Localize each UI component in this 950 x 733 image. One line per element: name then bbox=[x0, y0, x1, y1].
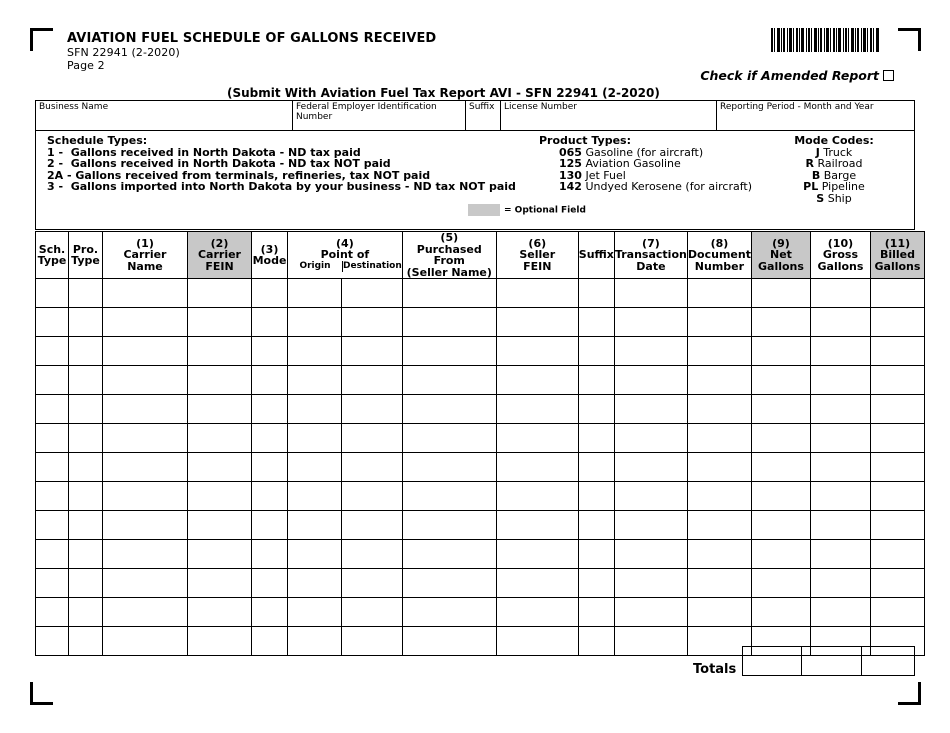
table-cell[interactable] bbox=[252, 366, 288, 395]
table-cell[interactable] bbox=[496, 308, 578, 337]
table-cell[interactable] bbox=[687, 540, 751, 569]
table-cell[interactable] bbox=[810, 511, 870, 540]
table-cell[interactable] bbox=[870, 308, 924, 337]
table-cell[interactable] bbox=[103, 598, 188, 627]
table-cell[interactable] bbox=[810, 395, 870, 424]
table-row bbox=[36, 279, 925, 308]
table-cell[interactable] bbox=[288, 511, 342, 540]
table-cell[interactable] bbox=[252, 598, 288, 627]
corner-mark-bottom-left bbox=[30, 682, 53, 705]
table-cell[interactable] bbox=[402, 279, 496, 308]
product-types bbox=[539, 135, 752, 193]
table-cell[interactable] bbox=[614, 511, 687, 540]
table-cell[interactable] bbox=[188, 511, 252, 540]
table-cell[interactable] bbox=[496, 511, 578, 540]
table-cell[interactable] bbox=[69, 366, 103, 395]
reporting-period-field[interactable] bbox=[717, 101, 914, 131]
table-cell[interactable] bbox=[402, 337, 496, 366]
table-cell[interactable] bbox=[496, 279, 578, 308]
table-cell[interactable] bbox=[252, 395, 288, 424]
table-cell[interactable] bbox=[870, 366, 924, 395]
table-cell[interactable] bbox=[288, 308, 342, 337]
table-cell[interactable] bbox=[496, 366, 578, 395]
table-cell[interactable] bbox=[36, 279, 69, 308]
col-purchased-from: (5) Purchased From (Seller Name) bbox=[402, 232, 496, 279]
table-cell[interactable] bbox=[103, 395, 188, 424]
table-body bbox=[36, 279, 925, 656]
table-cell[interactable] bbox=[69, 598, 103, 627]
table-cell[interactable] bbox=[103, 569, 188, 598]
table-cell[interactable] bbox=[188, 366, 252, 395]
table-cell[interactable] bbox=[36, 540, 69, 569]
table-cell[interactable] bbox=[810, 482, 870, 511]
table-cell[interactable] bbox=[69, 569, 103, 598]
table-cell[interactable] bbox=[870, 511, 924, 540]
product-type-125: 125 Aviation Gasoline bbox=[559, 157, 681, 170]
table-cell[interactable] bbox=[687, 424, 751, 453]
col-origin: Origin bbox=[299, 260, 331, 271]
total-net-gallons[interactable] bbox=[742, 646, 802, 676]
table-cell[interactable] bbox=[687, 279, 751, 308]
table-cell[interactable] bbox=[870, 395, 924, 424]
table-cell[interactable] bbox=[36, 598, 69, 627]
col-billed-gallons: (11) Billed Gallons bbox=[870, 232, 924, 279]
table-row bbox=[36, 598, 925, 627]
table-cell[interactable] bbox=[687, 366, 751, 395]
table-cell[interactable] bbox=[402, 598, 496, 627]
table-cell[interactable] bbox=[578, 395, 614, 424]
table-cell[interactable] bbox=[288, 453, 342, 482]
table-cell[interactable] bbox=[402, 627, 496, 656]
col-pro-type: Pro. Type bbox=[69, 232, 103, 279]
table-header-row bbox=[36, 232, 925, 279]
table-cell[interactable] bbox=[578, 424, 614, 453]
suffix-label: Suffix bbox=[469, 102, 495, 112]
table-cell[interactable] bbox=[36, 511, 69, 540]
amended-report bbox=[700, 68, 894, 83]
business-name-label: Business Name bbox=[39, 102, 109, 112]
gallons-received-table bbox=[35, 231, 925, 656]
table-cell[interactable] bbox=[578, 598, 614, 627]
table-cell[interactable] bbox=[687, 569, 751, 598]
corner-mark-bottom-right bbox=[898, 682, 921, 705]
table-cell[interactable] bbox=[496, 627, 578, 656]
table-cell[interactable] bbox=[870, 424, 924, 453]
table-cell[interactable] bbox=[188, 482, 252, 511]
table-cell[interactable] bbox=[103, 511, 188, 540]
mode-code-ship: S Ship bbox=[816, 191, 852, 205]
table-cell[interactable] bbox=[402, 366, 496, 395]
corner-mark-top-left bbox=[30, 28, 53, 51]
table-cell[interactable] bbox=[751, 511, 810, 540]
optional-field-legend bbox=[468, 204, 586, 216]
table-cell[interactable] bbox=[288, 482, 342, 511]
table-cell[interactable] bbox=[402, 308, 496, 337]
barcode bbox=[771, 28, 879, 52]
col-carrier-fein: (2) Carrier FEIN bbox=[188, 232, 252, 279]
table-cell[interactable] bbox=[578, 453, 614, 482]
table-cell[interactable] bbox=[342, 395, 402, 424]
table-cell[interactable] bbox=[188, 627, 252, 656]
table-cell[interactable] bbox=[103, 627, 188, 656]
table-cell[interactable] bbox=[751, 366, 810, 395]
table-cell[interactable] bbox=[36, 366, 69, 395]
table-cell[interactable] bbox=[751, 453, 810, 482]
schedule-types-title: Schedule Types: bbox=[47, 134, 148, 147]
table-cell[interactable] bbox=[69, 511, 103, 540]
table-cell[interactable] bbox=[578, 366, 614, 395]
table-cell[interactable] bbox=[496, 395, 578, 424]
mode-code-truck: J Truck bbox=[815, 145, 853, 159]
table-cell[interactable] bbox=[288, 395, 342, 424]
table-cell[interactable] bbox=[288, 366, 342, 395]
table-cell[interactable] bbox=[36, 424, 69, 453]
table-cell[interactable] bbox=[188, 337, 252, 366]
reporting-period-label: Reporting Period - Month and Year bbox=[720, 102, 874, 112]
mode-code-railroad: R Railroad bbox=[805, 157, 863, 170]
table-cell[interactable] bbox=[870, 569, 924, 598]
table-cell[interactable] bbox=[402, 424, 496, 453]
table-cell[interactable] bbox=[614, 453, 687, 482]
table-cell[interactable] bbox=[402, 482, 496, 511]
totals-label: Totals bbox=[693, 662, 737, 677]
table-cell[interactable] bbox=[687, 511, 751, 540]
table-cell[interactable] bbox=[810, 540, 870, 569]
table-cell[interactable] bbox=[614, 540, 687, 569]
table-cell[interactable] bbox=[342, 482, 402, 511]
table-cell[interactable] bbox=[288, 337, 342, 366]
table-cell[interactable] bbox=[342, 279, 402, 308]
table-cell[interactable] bbox=[614, 598, 687, 627]
table-cell[interactable] bbox=[751, 482, 810, 511]
table-cell[interactable] bbox=[751, 424, 810, 453]
table-cell[interactable] bbox=[810, 424, 870, 453]
total-billed-gallons[interactable] bbox=[861, 646, 915, 676]
table-cell[interactable] bbox=[810, 453, 870, 482]
schedule-types bbox=[47, 135, 516, 193]
table-cell[interactable] bbox=[103, 540, 188, 569]
table-cell[interactable] bbox=[578, 627, 614, 656]
optional-field-swatch bbox=[468, 204, 500, 216]
table-cell[interactable] bbox=[496, 569, 578, 598]
table-cell[interactable] bbox=[870, 598, 924, 627]
table-cell[interactable] bbox=[870, 540, 924, 569]
table-cell[interactable] bbox=[252, 511, 288, 540]
table-cell[interactable] bbox=[342, 598, 402, 627]
product-type-142: 142 Undyed Kerosene (for aircraft) bbox=[559, 180, 752, 193]
table-cell[interactable] bbox=[36, 453, 69, 482]
table-cell[interactable] bbox=[496, 453, 578, 482]
table-cell[interactable] bbox=[870, 482, 924, 511]
table-cell[interactable] bbox=[188, 395, 252, 424]
table-cell[interactable] bbox=[188, 424, 252, 453]
mode-code-barge: B Barge bbox=[811, 168, 857, 182]
table-cell[interactable] bbox=[614, 569, 687, 598]
corner-mark-top-right bbox=[898, 28, 921, 51]
table-cell[interactable] bbox=[288, 279, 342, 308]
table-cell[interactable] bbox=[402, 569, 496, 598]
table-cell[interactable] bbox=[252, 279, 288, 308]
table-cell[interactable] bbox=[252, 569, 288, 598]
table-cell[interactable] bbox=[252, 308, 288, 337]
table-cell[interactable] bbox=[614, 308, 687, 337]
table-cell[interactable] bbox=[188, 453, 252, 482]
table-row bbox=[36, 366, 925, 395]
table-cell[interactable] bbox=[69, 453, 103, 482]
product-types-title: Product Types: bbox=[539, 134, 632, 147]
table-cell[interactable] bbox=[810, 337, 870, 366]
table-cell[interactable] bbox=[342, 627, 402, 656]
table-cell[interactable] bbox=[288, 540, 342, 569]
table-cell[interactable] bbox=[870, 279, 924, 308]
col-transaction-date: (7) Transaction Date bbox=[614, 232, 687, 279]
table-row bbox=[36, 511, 925, 540]
product-type-065: 065 Gasoline (for aircraft) bbox=[559, 145, 704, 159]
table-cell[interactable] bbox=[252, 337, 288, 366]
table-cell[interactable] bbox=[496, 482, 578, 511]
table-cell[interactable] bbox=[578, 482, 614, 511]
table-cell[interactable] bbox=[36, 482, 69, 511]
table-cell[interactable] bbox=[810, 569, 870, 598]
col-seller-suffix: Suffix bbox=[578, 232, 614, 279]
table-cell[interactable] bbox=[578, 511, 614, 540]
table-cell[interactable] bbox=[103, 337, 188, 366]
schedule-type-2a: 2A - Gallons received from terminals, refineries, tax NOT paid bbox=[47, 168, 431, 182]
table-cell[interactable] bbox=[252, 482, 288, 511]
schedule-type-2: 2 - Gallons received in North Dakota - ND tax NOT paid bbox=[47, 157, 391, 170]
table-cell[interactable] bbox=[69, 424, 103, 453]
table-cell[interactable] bbox=[188, 308, 252, 337]
table-cell[interactable] bbox=[687, 598, 751, 627]
table-cell[interactable] bbox=[342, 424, 402, 453]
table-cell[interactable] bbox=[69, 482, 103, 511]
table-cell[interactable] bbox=[614, 627, 687, 656]
table-cell[interactable] bbox=[496, 598, 578, 627]
table-row bbox=[36, 540, 925, 569]
col-point-of: (4) Point of Origin Destination bbox=[288, 232, 403, 279]
table-cell[interactable] bbox=[342, 569, 402, 598]
table-cell[interactable] bbox=[103, 424, 188, 453]
table-cell[interactable] bbox=[288, 424, 342, 453]
schedule-type-1: 1 - Gallons received in North Dakota - ND tax paid bbox=[47, 145, 361, 159]
table-cell[interactable] bbox=[69, 395, 103, 424]
table-cell[interactable] bbox=[870, 453, 924, 482]
table-cell[interactable] bbox=[751, 308, 810, 337]
table-cell[interactable] bbox=[342, 308, 402, 337]
table-cell[interactable] bbox=[103, 453, 188, 482]
table-cell[interactable] bbox=[810, 366, 870, 395]
table-cell[interactable] bbox=[614, 337, 687, 366]
table-cell[interactable] bbox=[578, 337, 614, 366]
table-cell[interactable] bbox=[578, 308, 614, 337]
table-cell[interactable] bbox=[751, 395, 810, 424]
business-name-field[interactable] bbox=[36, 101, 293, 131]
taxpayer-info-box bbox=[35, 100, 915, 230]
table-cell[interactable] bbox=[687, 337, 751, 366]
table-cell[interactable] bbox=[69, 627, 103, 656]
optional-field-text: = Optional Field bbox=[504, 205, 586, 216]
col-seller-fein: (6) Seller FEIN bbox=[496, 232, 578, 279]
table-cell[interactable] bbox=[687, 453, 751, 482]
table-cell[interactable] bbox=[188, 279, 252, 308]
col-carrier-name: (1) Carrier Name bbox=[103, 232, 188, 279]
table-cell[interactable] bbox=[188, 598, 252, 627]
mode-codes-title: Mode Codes: bbox=[794, 134, 874, 147]
table-cell[interactable] bbox=[69, 540, 103, 569]
table-cell[interactable] bbox=[687, 395, 751, 424]
suffix-field[interactable] bbox=[466, 101, 501, 131]
table-cell[interactable] bbox=[614, 482, 687, 511]
table-cell[interactable] bbox=[614, 395, 687, 424]
form-title-text: AVIATION FUEL SCHEDULE OF GALLONS RECEIVED bbox=[67, 31, 437, 46]
table-cell[interactable] bbox=[614, 279, 687, 308]
table-cell[interactable] bbox=[496, 424, 578, 453]
table-cell[interactable] bbox=[870, 337, 924, 366]
table-cell[interactable] bbox=[288, 598, 342, 627]
table-cell[interactable] bbox=[342, 453, 402, 482]
col-net-gallons: (9) Net Gallons bbox=[751, 232, 810, 279]
table-cell[interactable] bbox=[103, 279, 188, 308]
table-cell[interactable] bbox=[578, 569, 614, 598]
table-cell[interactable] bbox=[36, 337, 69, 366]
license-number-label: License Number bbox=[504, 102, 577, 112]
amended-label: Check if Amended Report bbox=[700, 68, 879, 83]
table-cell[interactable] bbox=[578, 279, 614, 308]
table-cell[interactable] bbox=[36, 627, 69, 656]
col-document-number: (8) Document Number bbox=[687, 232, 751, 279]
table-cell[interactable] bbox=[36, 308, 69, 337]
table-cell[interactable] bbox=[342, 366, 402, 395]
table-cell[interactable] bbox=[36, 395, 69, 424]
total-gross-gallons[interactable] bbox=[801, 646, 862, 676]
table-cell[interactable] bbox=[751, 569, 810, 598]
table-cell[interactable] bbox=[103, 482, 188, 511]
table-cell[interactable] bbox=[252, 627, 288, 656]
table-cell[interactable] bbox=[687, 482, 751, 511]
table-cell[interactable] bbox=[614, 424, 687, 453]
license-number-field[interactable] bbox=[501, 101, 717, 131]
table-row bbox=[36, 482, 925, 511]
table-cell[interactable] bbox=[751, 337, 810, 366]
table-cell[interactable] bbox=[614, 366, 687, 395]
table-cell[interactable] bbox=[687, 308, 751, 337]
table-cell[interactable] bbox=[402, 511, 496, 540]
table-cell[interactable] bbox=[188, 569, 252, 598]
table-cell[interactable] bbox=[578, 540, 614, 569]
schedule-type-3: 3 - Gallons imported into North Dakota by your business - ND tax NOT paid bbox=[47, 180, 516, 193]
table-cell[interactable] bbox=[342, 540, 402, 569]
fein-field[interactable] bbox=[293, 101, 466, 131]
table-cell[interactable] bbox=[252, 540, 288, 569]
table-cell[interactable] bbox=[188, 540, 252, 569]
header-divider bbox=[36, 130, 914, 131]
fein-label: Federal Employer Identification Number bbox=[296, 102, 437, 122]
table-row bbox=[36, 308, 925, 337]
table-cell[interactable] bbox=[69, 308, 103, 337]
col-mode: (3) Mode bbox=[252, 232, 288, 279]
form-title bbox=[67, 31, 436, 72]
col-gross-gallons: (10) Gross Gallons bbox=[810, 232, 870, 279]
table-cell[interactable] bbox=[36, 569, 69, 598]
table-cell[interactable] bbox=[103, 308, 188, 337]
submit-note: (Submit With Aviation Fuel Tax Report AVI - SFN 22941 (2-2020) bbox=[227, 86, 660, 100]
table-cell[interactable] bbox=[69, 279, 103, 308]
table-row bbox=[36, 395, 925, 424]
table-cell[interactable] bbox=[288, 569, 342, 598]
table-row bbox=[36, 569, 925, 598]
table-cell[interactable] bbox=[496, 540, 578, 569]
product-type-130: 130 Jet Fuel bbox=[559, 168, 626, 182]
col-destination: Destination bbox=[343, 260, 402, 271]
table-cell[interactable] bbox=[252, 453, 288, 482]
table-cell[interactable] bbox=[342, 337, 402, 366]
table-cell[interactable] bbox=[810, 308, 870, 337]
form-number: SFN 22941 (2-2020) bbox=[67, 46, 180, 59]
table-row bbox=[36, 453, 925, 482]
table-cell[interactable] bbox=[751, 598, 810, 627]
table-cell[interactable] bbox=[342, 511, 402, 540]
table-cell[interactable] bbox=[402, 453, 496, 482]
mode-codes bbox=[794, 135, 874, 204]
mode-code-pipeline: PL Pipeline bbox=[803, 180, 865, 193]
col-sch-type: Sch. Type bbox=[36, 232, 69, 279]
table-cell[interactable] bbox=[810, 279, 870, 308]
table-row bbox=[36, 424, 925, 453]
table-cell[interactable] bbox=[810, 598, 870, 627]
amended-checkbox[interactable] bbox=[883, 70, 894, 81]
table-cell[interactable] bbox=[402, 540, 496, 569]
table-cell[interactable] bbox=[496, 337, 578, 366]
table-cell[interactable] bbox=[751, 279, 810, 308]
table-cell[interactable] bbox=[252, 424, 288, 453]
table-row bbox=[36, 337, 925, 366]
table-cell[interactable] bbox=[288, 627, 342, 656]
table-cell[interactable] bbox=[751, 540, 810, 569]
table-cell[interactable] bbox=[69, 337, 103, 366]
table-cell[interactable] bbox=[402, 395, 496, 424]
table-cell[interactable] bbox=[103, 366, 188, 395]
page-number: Page 2 bbox=[67, 59, 105, 72]
